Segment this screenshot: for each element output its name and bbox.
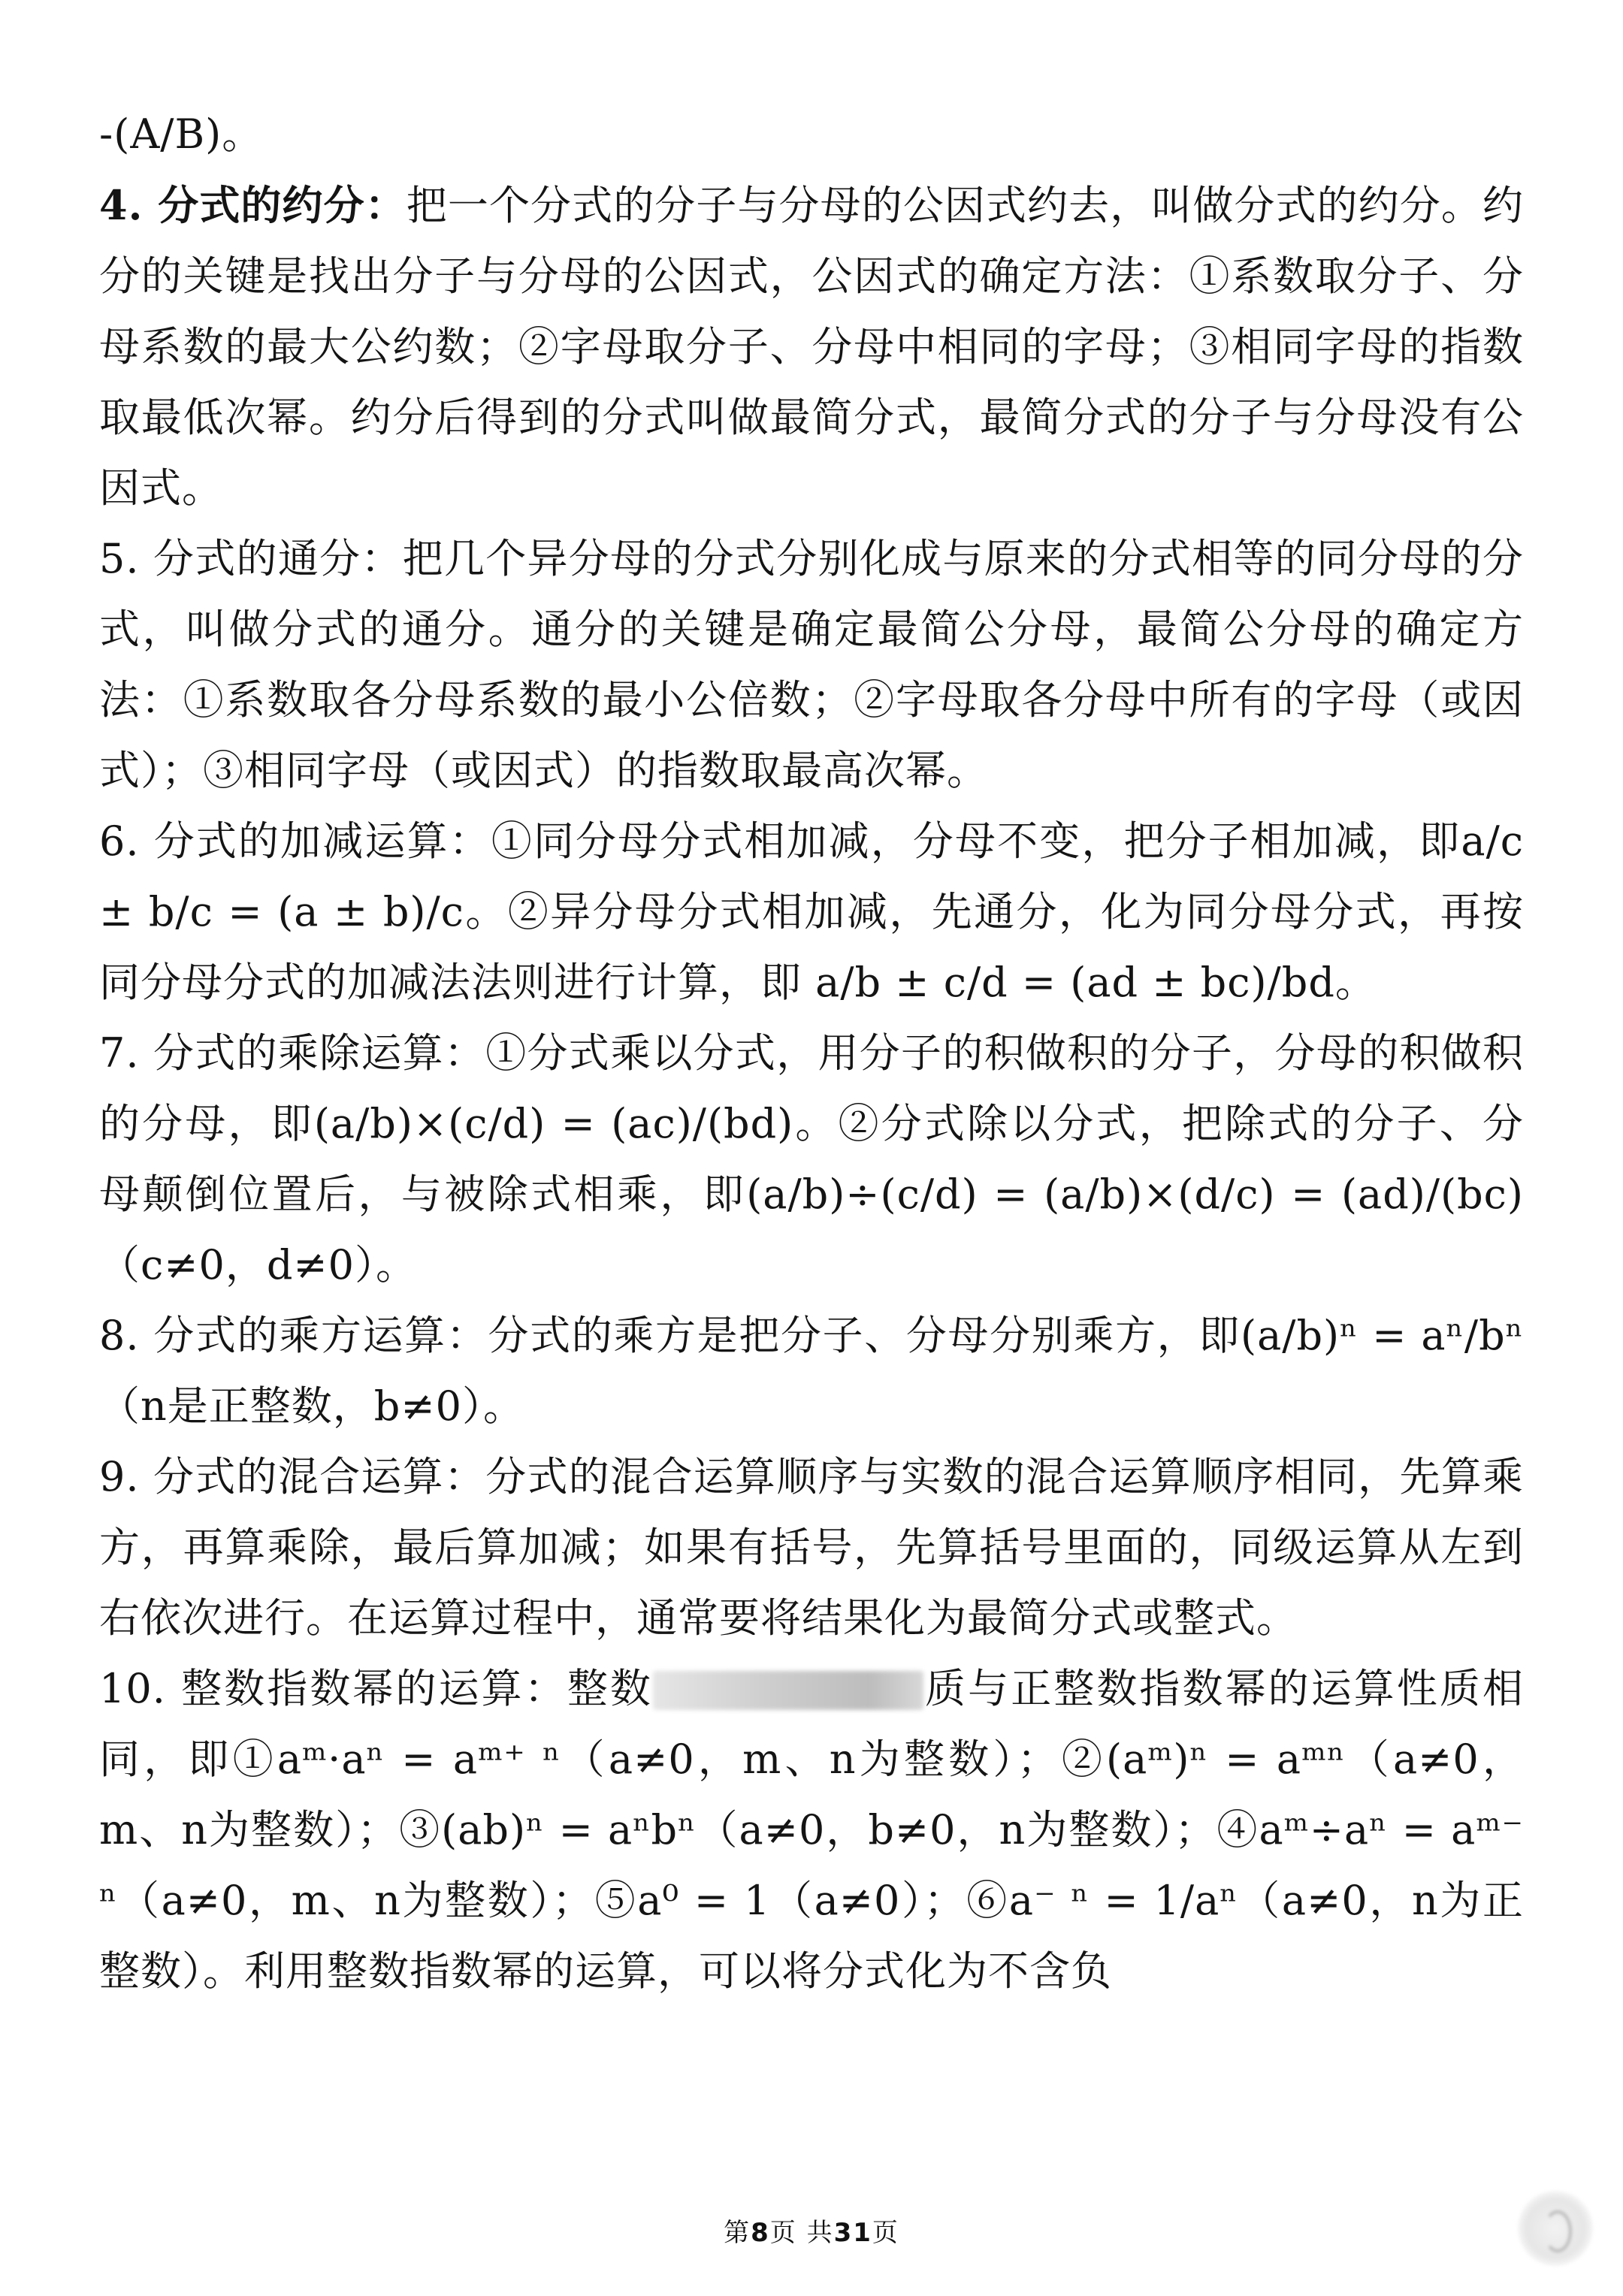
paragraph-text: 把一个分式的分子与分母的公因式约去，叫做分式的约分。约分的关键是找出分子与分母的公因式，公因式的确定方法：①系数取分子、分母系数的最大公约数；②字母取分子、分母中相同的字母；③相同字母的指数取最低次幂。约分后得到的分式叫做最简分式，最简分式的分子与分母没有公因式。 (99, 182, 1524, 512)
document-body (99, 99, 1524, 2007)
item-number: 10. (99, 1665, 182, 1712)
paragraph-text: 分式的混合运算顺序与实数的混合运算顺序相同，先算乘方，再算乘除，最后算加减；如果有括号，先算括号里面的，同级运算从左到右依次进行。在运算过程中，通常要将结果化为最简分式或整式。 (99, 1453, 1525, 1642)
paragraph-text: ①同分母分式相加减，分母不变，把分子相加减，即a/c ± b/c = (a ± b)/c。②异分母分式相加减，先通分，化为同分母分式，再按同分母分式的加减法法则进行计算，即 a/b ± c/d = (ad ± bc)/bd。 (99, 817, 1525, 1006)
footer-page-number: 8 (751, 2218, 770, 2248)
paragraph-7-multiplication-division (99, 1018, 1524, 1301)
paragraph-text: ①分式乘以分式，用分子的积做积的分子，分母的积做积的分母，即(a/b)×(c/d) = (ac)/(bd)。②分式除以分式，把除式的分子、分母颠倒位置后，与被除式相乘，即(a/b)÷(c/d) = (a/b)×(d/c) = (ad)/(bc)（c≠0，d≠0）。 (99, 1029, 1525, 1288)
item-term: 整数指数幂的运算： (181, 1665, 567, 1712)
item-term: 分式的通分： (153, 535, 403, 582)
paragraph-4-fraction-reduction (99, 170, 1524, 524)
item-number: 7. (99, 1029, 153, 1077)
paragraph-continuation (99, 99, 1524, 170)
footer-suffix: 页 (872, 2218, 899, 2248)
paragraph-10-integer-exponents (99, 1654, 1524, 2007)
footer-total-pages: 31 (833, 2218, 872, 2248)
item-number: 6. (99, 817, 154, 865)
footer-middle: 页 共 (769, 2218, 834, 2248)
item-term: 分式的加减运算： (153, 817, 491, 865)
item-term: 分式的乘方运算： (153, 1312, 488, 1359)
item-number: 4. (99, 181, 159, 229)
paragraph-6-addition-subtraction (99, 806, 1524, 1018)
item-number: 5. (99, 535, 153, 582)
paragraph-8-power (99, 1301, 1524, 1442)
paragraph-text: -(A/B)。 (99, 110, 264, 158)
item-term: 分式的混合运算： (153, 1453, 486, 1500)
paragraph-text-before-blur: 整数 (567, 1665, 653, 1712)
item-term: 分式的乘除运算： (153, 1029, 486, 1077)
paragraph-text: 把几个异分母的分式分别化成与原来的分式相等的同分母的分式，叫做分式的通分。通分的关键是确定最简公分母，最简公分母的确定方法：①系数取各分母系数的最小公倍数；②字母取各分母中所有的字母（或因式）；③相同字母（或因式）的指数取最高次幂。 (99, 535, 1525, 794)
paragraph-9-mixed-operations (99, 1442, 1524, 1654)
page-footer (0, 2212, 1623, 2249)
corner-watermark-icon (1518, 2191, 1593, 2266)
item-number: 9. (99, 1453, 153, 1500)
item-term: 分式的约分： (158, 181, 407, 229)
item-number: 8. (99, 1312, 154, 1359)
footer-prefix: 第 (724, 2218, 751, 2248)
paragraph-text: 分式的乘方是把分子、分母分别乘方，即(a/b)ⁿ = aⁿ/bⁿ（n是正整数，b≠0）。 (99, 1312, 1524, 1430)
redacted-blur (653, 1671, 923, 1710)
paragraph-5-common-denominator (99, 524, 1524, 806)
paragraph-text: 质与正整数指数幂的运算性质相同，即①aᵐ·aⁿ = aᵐ⁺ ⁿ（a≠0，m、n为整数）；②(aᵐ)ⁿ = aᵐⁿ（a≠0，m、n为整数）；③(ab)ⁿ = aⁿbⁿ（a≠0，b≠0，n为整数）；④aᵐ÷aⁿ = aᵐ⁻ ⁿ（a≠0，m、n为整数）；⑤a⁰ = 1（a≠0）；⑥a⁻ ⁿ = 1/aⁿ（a≠0，n为正整数）。利用整数指数幂的运算，可以将分式化为不含负 (99, 1665, 1525, 1995)
